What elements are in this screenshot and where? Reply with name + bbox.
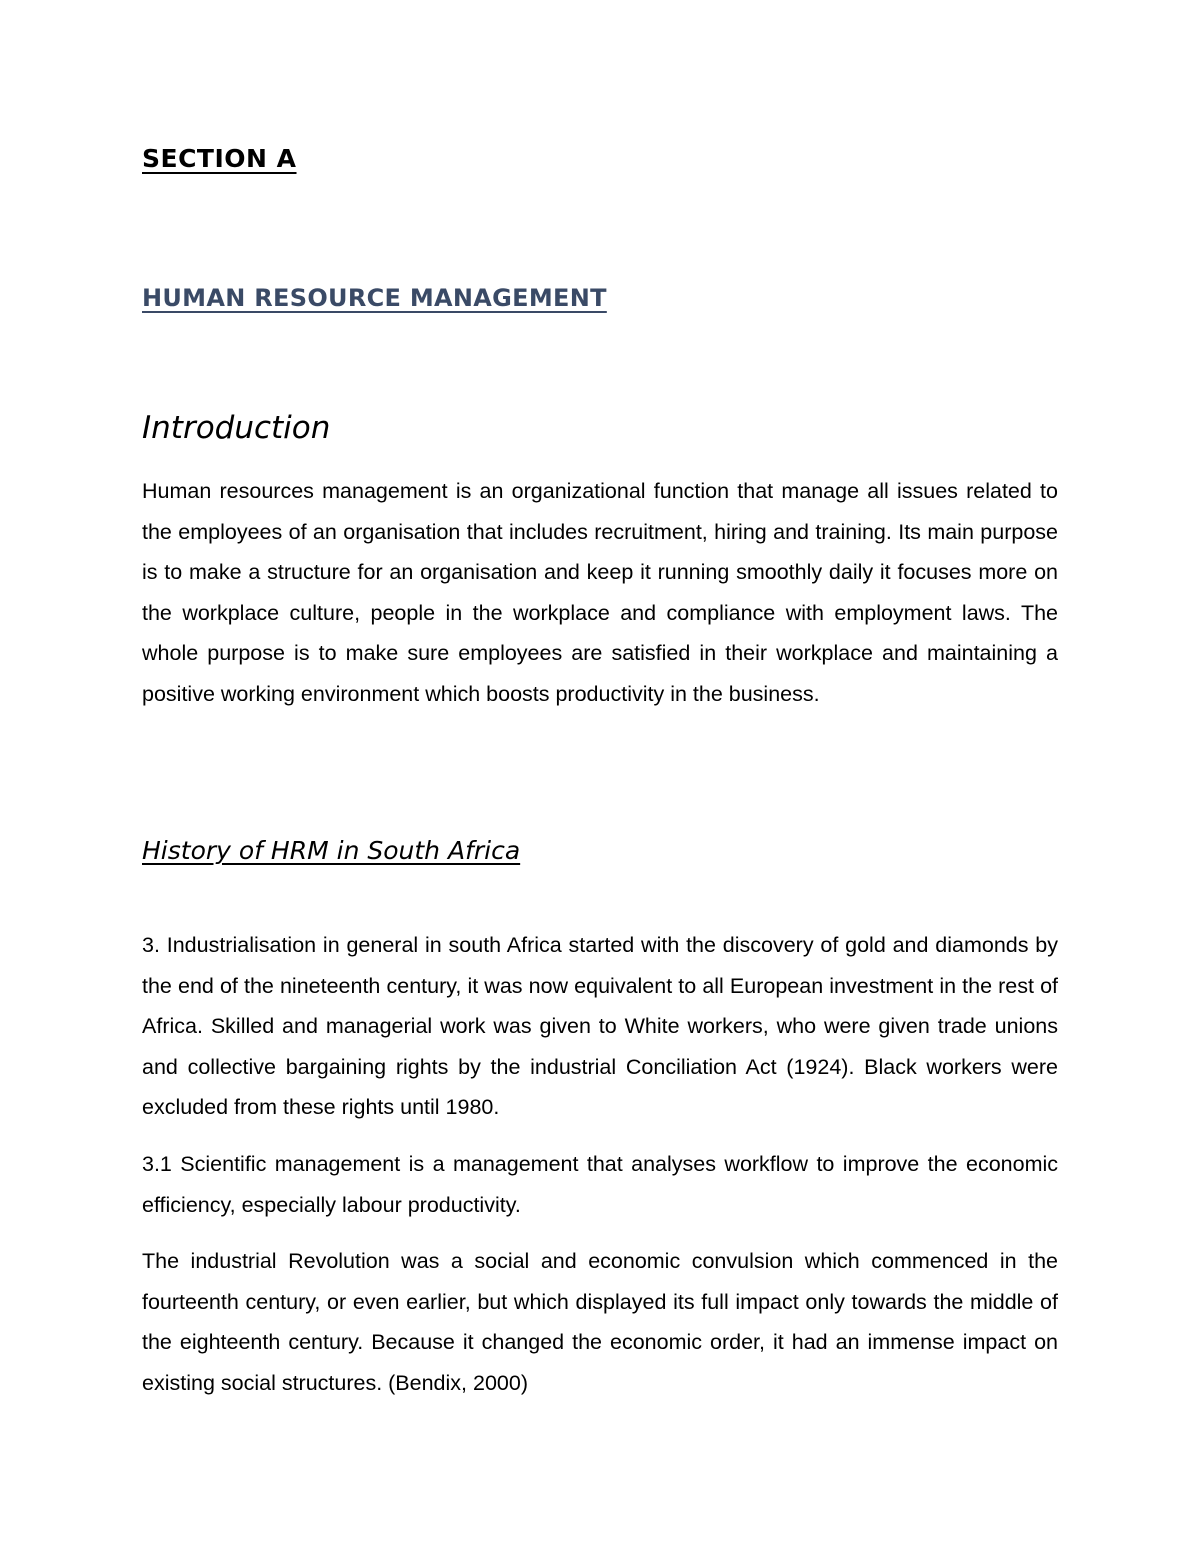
history-paragraph-industrialisation: 3. Industrialisation in general in south Africa started with the discovery of gold and diamonds by the end of the nineteenth century, it was now equivalent to all European investment in the rest of Africa. Skilled and managerial work was given to White workers, who were given trade unions and collective bargaining rights by the industrial Conciliation Act (1924). Black workers were excluded from these rights until 1980. <box>142 933 1058 1120</box>
history-heading: History of HRM in South Africa <box>142 836 521 865</box>
history-paragraph-industrial-revolution: The industrial Revolution was a social and economic convulsion which commenced in the fourteenth century, or even earlier, but which displayed its full impact only towards the middle of the eighteenth century. Because it changed the economic order, it had an immense impact on existing social structures. (Bendix, 2000) <box>142 1249 1058 1395</box>
section-heading: SECTION A <box>142 144 297 173</box>
introduction-paragraph: Human resources management is an organizational function that manage all issues related to the employees of an organisation that includes recruitment, hiring and training. Its main purpose is to make a structure for an organisation and keep it running smoothly daily it focuses more on the workplace culture, people in the workplace and compliance with employment laws. The whole purpose is to make sure employees are satisfied in their workplace and maintaining a positive working environment which boosts productivity in the business. <box>142 479 1058 706</box>
subject-heading: HUMAN RESOURCE MANAGEMENT <box>142 284 607 312</box>
history-paragraph-scientific-management: 3.1 Scientific management is a management that analyses workflow to improve the economic efficiency, especially labour productivity. <box>142 1152 1058 1217</box>
introduction-heading: Introduction <box>142 410 331 446</box>
